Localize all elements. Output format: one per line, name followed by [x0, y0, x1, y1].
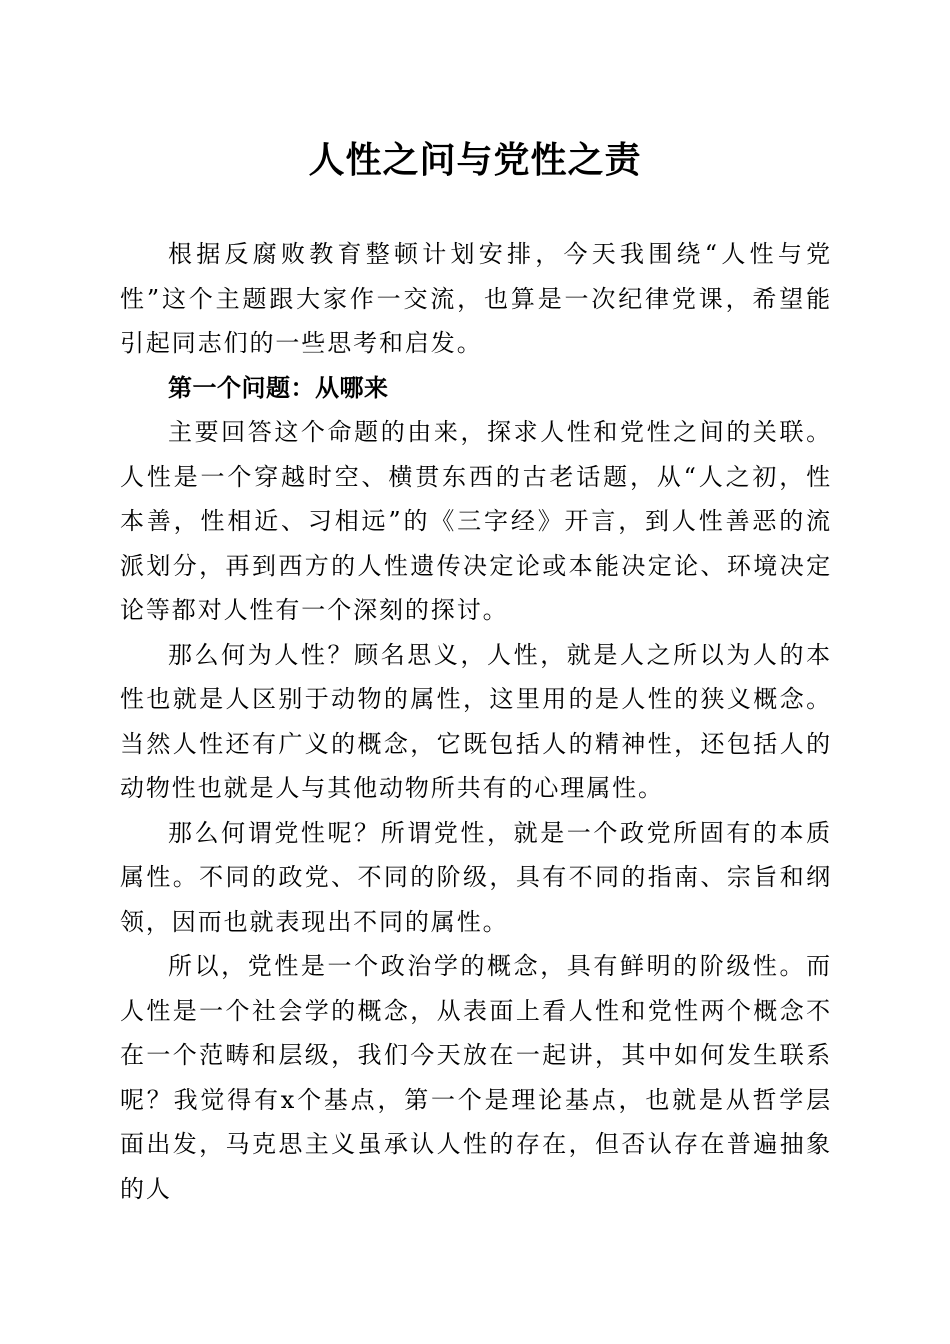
- paragraph-origin: 主要回答这个命题的由来，探求人性和党性之间的关联。人性是一个穿越时空、横贯东西的古老话题，从“人之初，性本善，性相近、习相远”的《三字经》开言，到人性善恶的流派划分，再到西方的人性遗传决定论或本能决定论、环境决定论等都对人性有一个深刻的探讨。: [120, 418, 832, 624]
- document-title: 人性之问与党性之责: [308, 139, 642, 181]
- paragraph-intro: 根据反腐败教育整顿计划安排，今天我围绕“人性与党性”这个主题跟大家作一交流，也算是一次纪律党课，希望能引起同志们的一些思考和启发。: [120, 240, 832, 357]
- paragraph-human-nature: 那么何为人性？顾名思义，人性，就是人之所以为人的本性也就是人区别于动物的属性，这里用的是人性的狭义概念。当然人性还有广义的概念，它既包括人的精神性，还包括人的动物性也就是人与其他动物所共有的心理属性。: [120, 640, 832, 802]
- paragraph-party-spirit: 那么何谓党性呢？所谓党性，就是一个政党所固有的本质属性。不同的政党、不同的阶级，具有不同的指南、宗旨和纲领，因而也就表现出不同的属性。: [120, 818, 832, 936]
- paragraph-relation: 所以，党性是一个政治学的概念，具有鲜明的阶级性。而人性是一个社会学的概念，从表面上看人性和党性两个概念不在一个范畴和层级，我们今天放在一起讲，其中如何发生联系呢？我觉得有x个基点，第一个是理论基点，也就是从哲学层面出发，马克思主义虽承认人性的存在，但否认存在普遍抽象的人: [120, 952, 832, 1203]
- section-heading: 第一个问题：从哪来: [168, 372, 389, 402]
- document-body: [120, 232, 832, 1211]
